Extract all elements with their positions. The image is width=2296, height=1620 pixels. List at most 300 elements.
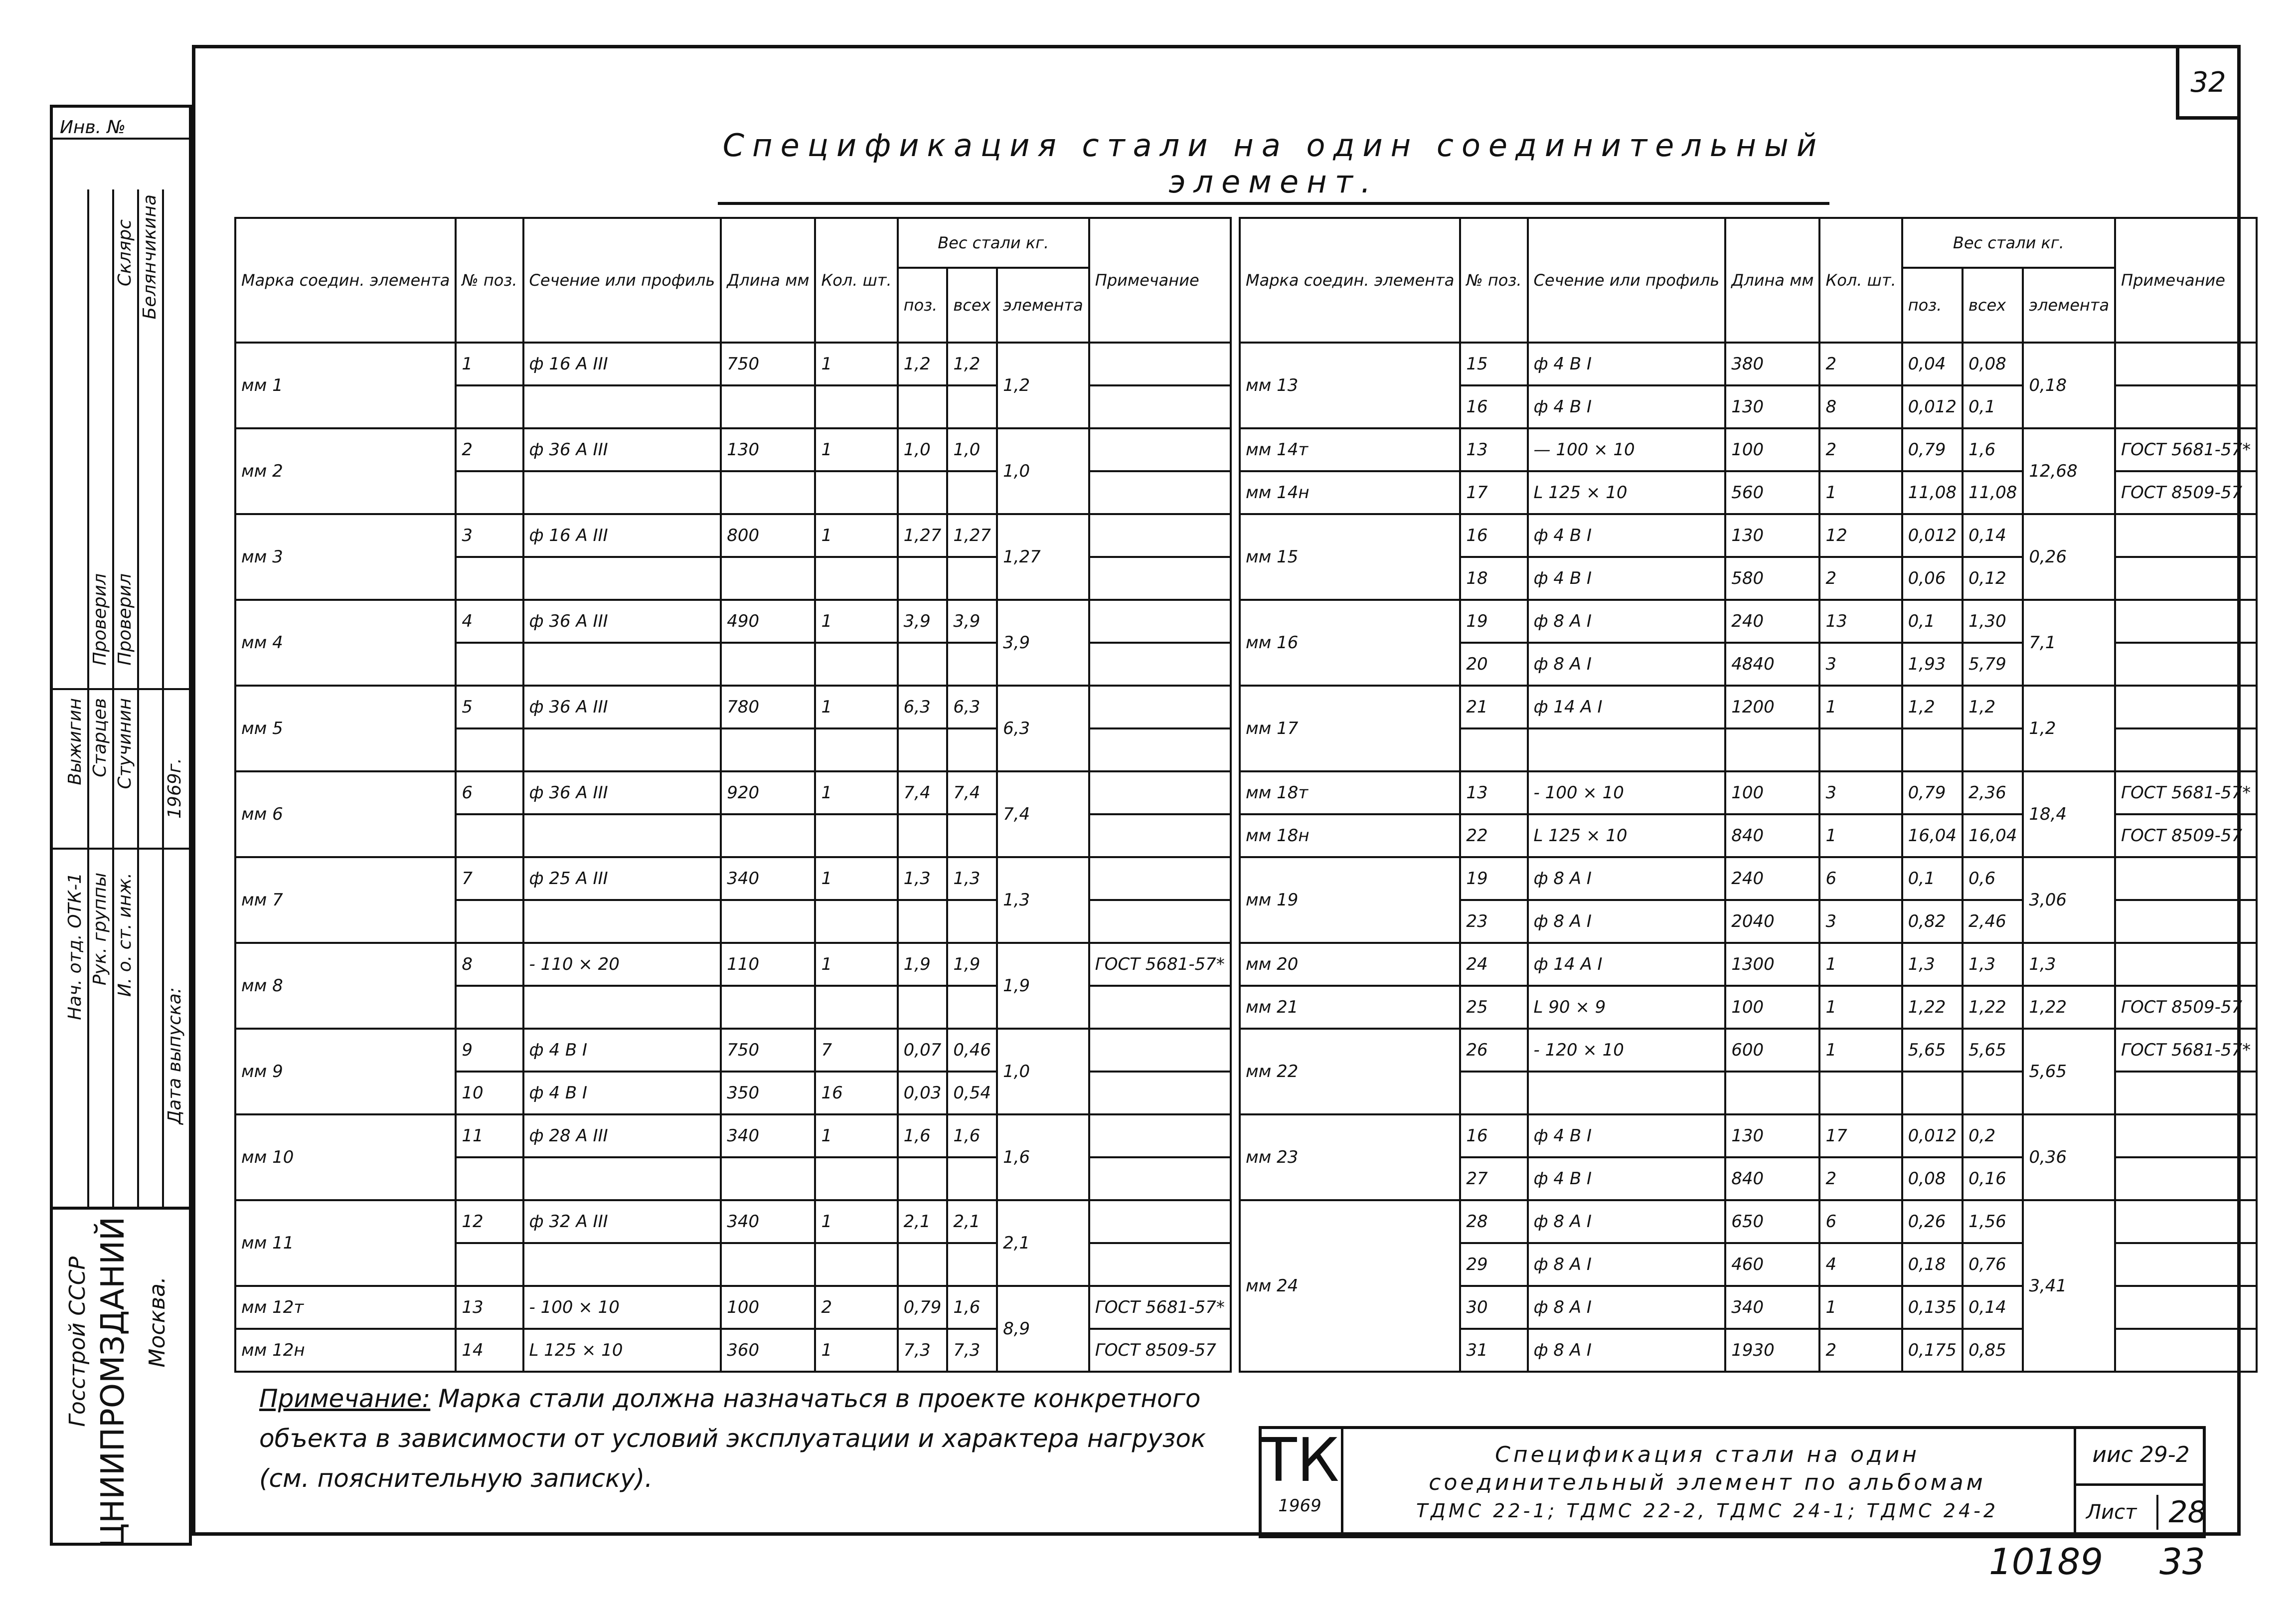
table-row: [1240, 986, 2257, 1029]
table-row: [1240, 514, 2257, 557]
cell-mark: мм 24: [1240, 1200, 1460, 1372]
cell-section: - 120 × 10: [1528, 1029, 1726, 1072]
cell-welem: 1,27: [997, 514, 1089, 600]
cell-pos: 8: [456, 943, 523, 986]
cell-wpos: [1902, 1072, 1963, 1114]
cell-pos: 23: [1460, 900, 1527, 943]
cell-welem: 1,2: [2023, 686, 2115, 771]
cell-qty: [815, 643, 897, 686]
cell-length: 560: [1725, 471, 1819, 514]
cell-pos: 12: [456, 1200, 523, 1243]
footnote-label: Примечание:: [259, 1384, 431, 1413]
cell-wpos: [898, 1157, 948, 1200]
cell-note: [1089, 1243, 1231, 1286]
table-row: [235, 428, 1231, 471]
cell-length: 100: [1725, 771, 1819, 814]
table-row: [235, 1114, 1231, 1157]
cell-section: [523, 1157, 721, 1200]
cell-length: 490: [721, 600, 815, 643]
cell-section: ф 36 А III: [523, 600, 721, 643]
cell-wpos: 0,135: [1902, 1286, 1963, 1329]
cell-wpos: 0,175: [1902, 1329, 1963, 1372]
cell-wall: 7,3: [947, 1329, 997, 1372]
cell-qty: [815, 1157, 897, 1200]
cell-length: [721, 385, 815, 428]
cell-note: [1089, 557, 1231, 600]
cell-length: 460: [1725, 1243, 1819, 1286]
cell-wall: 1,6: [947, 1286, 997, 1329]
table-row: [235, 1286, 1231, 1329]
cell-note: [1089, 600, 1231, 643]
cell-section: ф 25 А III: [523, 857, 721, 900]
cell-qty: [815, 900, 897, 943]
table-row: [235, 343, 1231, 385]
col-qty: Кол. шт.: [815, 218, 897, 343]
cell-length: 100: [721, 1286, 815, 1329]
table-row: [235, 686, 1231, 728]
cell-section: ф 28 А III: [523, 1114, 721, 1157]
cell-wpos: [898, 728, 948, 771]
cell-wpos: [898, 471, 948, 514]
cell-qty: 1: [815, 1200, 897, 1243]
cell-wpos: 1,9: [898, 943, 948, 986]
cell-section: L 125 × 10: [1528, 814, 1726, 857]
cell-wpos: 1,2: [898, 343, 948, 385]
col-section: Сечение или профиль: [1528, 218, 1726, 343]
cell-length: 750: [721, 1029, 815, 1072]
desc-line: соединительный элемент по альбомам: [1429, 1470, 1986, 1495]
cell-mark: мм 4: [235, 600, 456, 686]
cell-section: ф 4 В I: [1528, 343, 1726, 385]
cell-pos: [456, 1157, 523, 1200]
sidebar-name: Старцев: [90, 698, 110, 777]
cell-qty: [815, 986, 897, 1029]
cell-section: ф 8 А I: [1528, 1243, 1726, 1286]
cell-length: 800: [721, 514, 815, 557]
cell-pos: 26: [1460, 1029, 1527, 1072]
table-row: [235, 771, 1231, 814]
spec-table-right: [1239, 217, 2258, 1373]
cell-mark: мм 10: [235, 1114, 456, 1200]
cell-welem: 1,9: [997, 943, 1089, 1029]
col-weight-elem: элемента: [997, 268, 1089, 343]
cell-qty: 2: [815, 1286, 897, 1329]
col-weight: Вес стали кг.: [898, 218, 1089, 268]
cell-pos: 13: [1460, 771, 1527, 814]
title-block-description: [1351, 1441, 2064, 1525]
cell-note: [1089, 1072, 1231, 1114]
sidebar-divider: [87, 189, 89, 1207]
cell-section: [523, 471, 721, 514]
cell-length: [721, 814, 815, 857]
cell-section: [523, 1243, 721, 1286]
cell-qty: 7: [815, 1029, 897, 1072]
cell-length: [1725, 1072, 1819, 1114]
cell-length: 780: [721, 686, 815, 728]
cell-qty: 1: [1819, 814, 1902, 857]
cell-mark: мм 11: [235, 1200, 456, 1286]
cell-pos: 13: [456, 1286, 523, 1329]
cell-length: 130: [721, 428, 815, 471]
cell-note: [1089, 814, 1231, 857]
cell-note: ГОСТ 8509-57: [2115, 471, 2257, 514]
cell-section: ф 8 А I: [1528, 900, 1726, 943]
cell-pos: 20: [1460, 643, 1527, 686]
cell-qty: 1: [815, 771, 897, 814]
cell-length: 130: [1725, 1114, 1819, 1157]
cell-mark: мм 21: [1240, 986, 1460, 1029]
cell-qty: 13: [1819, 600, 1902, 643]
cell-qty: 2: [1819, 428, 1902, 471]
cell-length: 130: [1725, 514, 1819, 557]
cell-welem: 1,0: [997, 428, 1089, 514]
cell-length: [721, 986, 815, 1029]
cell-wpos: 7,4: [898, 771, 948, 814]
cell-length: [721, 728, 815, 771]
sheet-number: 32: [2176, 45, 2241, 120]
cell-qty: 4: [1819, 1243, 1902, 1286]
cell-pos: 1: [456, 343, 523, 385]
cell-pos: 19: [1460, 857, 1527, 900]
cell-welem: 1,6: [997, 1114, 1089, 1200]
cell-wall: 0,6: [1963, 857, 2023, 900]
cell-qty: 6: [1819, 1200, 1902, 1243]
cell-pos: [456, 900, 523, 943]
cell-mark: мм 18т: [1240, 771, 1460, 814]
cell-welem: 5,65: [2023, 1029, 2115, 1114]
cell-wall: 0,14: [1963, 1286, 2023, 1329]
cell-note: [2115, 343, 2257, 385]
cell-wall: 0,16: [1963, 1157, 2023, 1200]
cell-pos: [456, 728, 523, 771]
cell-wall: 1,56: [1963, 1200, 2023, 1243]
cell-pos: 18: [1460, 557, 1527, 600]
cell-note: [1089, 428, 1231, 471]
cell-mark: мм 15: [1240, 514, 1460, 600]
sidebar-divider: [50, 688, 192, 690]
cell-welem: 6,3: [997, 686, 1089, 771]
sidebar-role: И. о. ст. инж.: [115, 873, 135, 997]
cell-wall: 3,9: [947, 600, 997, 643]
footnote-text: Марка стали должна назначаться в проекте конкретного объекта в зависимости от условий эксплуатации и характера нагрузок (см. пояснительную записку).: [259, 1384, 1206, 1493]
release-date: 1969г.: [164, 758, 185, 819]
sidebar-divider: [162, 189, 164, 1207]
cell-mark: мм 1: [235, 343, 456, 428]
cell-length: [721, 557, 815, 600]
cell-wpos: [898, 1243, 948, 1286]
cell-qty: 6: [1819, 857, 1902, 900]
cell-section: [1528, 1072, 1726, 1114]
cell-welem: 12,68: [2023, 428, 2115, 514]
table-row: [1240, 343, 2257, 385]
table-row: [1240, 943, 2257, 986]
cell-wall: 0,46: [947, 1029, 997, 1072]
cell-pos: 25: [1460, 986, 1527, 1029]
col-qty: Кол. шт.: [1819, 218, 1902, 343]
cell-mark: мм 17: [1240, 686, 1460, 771]
cell-pos: 24: [1460, 943, 1527, 986]
cell-pos: 17: [1460, 471, 1527, 514]
footer-numbers: [1989, 1541, 2205, 1583]
cell-wall: [1963, 728, 2023, 771]
cell-section: ф 36 А III: [523, 428, 721, 471]
cell-pos: [456, 643, 523, 686]
col-weight-elem: элемента: [2023, 268, 2115, 343]
cell-section: ф 4 В I: [1528, 514, 1726, 557]
cell-wpos: 1,3: [1902, 943, 1963, 986]
cell-pos: 9: [456, 1029, 523, 1072]
cell-section: [523, 643, 721, 686]
cell-section: ф 8 А I: [1528, 643, 1726, 686]
cell-section: L 125 × 10: [523, 1329, 721, 1372]
sidebar-name: Стучинин: [115, 698, 135, 789]
cell-welem: 3,06: [2023, 857, 2115, 943]
cell-qty: 12: [1819, 514, 1902, 557]
col-length: Длина мм: [1725, 218, 1819, 343]
cell-note: [2115, 1157, 2257, 1200]
cell-length: 340: [721, 857, 815, 900]
cell-pos: [1460, 728, 1527, 771]
table-row: [235, 1029, 1231, 1072]
cell-section: ф 4 В I: [1528, 385, 1726, 428]
cell-qty: [815, 557, 897, 600]
cell-wall: 1,30: [1963, 600, 2023, 643]
cell-section: ф 8 А I: [1528, 600, 1726, 643]
cell-pos: 19: [1460, 600, 1527, 643]
cell-wall: 0,85: [1963, 1329, 2023, 1372]
cell-qty: 2: [1819, 343, 1902, 385]
col-weight-pos: поз.: [1902, 268, 1963, 343]
sheet-cell: [2074, 1486, 2206, 1538]
cell-length: 340: [1725, 1286, 1819, 1329]
cell-wall: [947, 900, 997, 943]
cell-wall: 1,27: [947, 514, 997, 557]
cell-mark: мм 6: [235, 771, 456, 857]
cell-section: ф 4 В I: [1528, 1114, 1726, 1157]
cell-length: 1300: [1725, 943, 1819, 986]
cell-qty: 1: [815, 514, 897, 557]
cell-wpos: [898, 986, 948, 1029]
cell-qty: [815, 1243, 897, 1286]
sidebar-name: Склярс: [115, 219, 135, 287]
cell-wall: 2,36: [1963, 771, 2023, 814]
cell-section: ф 32 А III: [523, 1200, 721, 1243]
cell-wall: 1,6: [947, 1114, 997, 1157]
cell-note: [2115, 1072, 2257, 1114]
cell-length: 130: [1725, 385, 1819, 428]
col-note: Примечание: [1089, 218, 1231, 343]
cell-wpos: 1,6: [898, 1114, 948, 1157]
cell-wpos: 0,06: [1902, 557, 1963, 600]
cell-wall: [947, 557, 997, 600]
cell-note: [2115, 1329, 2257, 1372]
sidebar-role: Проверил: [90, 573, 110, 666]
col-weight-pos: поз.: [898, 268, 948, 343]
cell-qty: 1: [815, 857, 897, 900]
table-row: [1240, 428, 2257, 471]
cell-welem: 1,0: [997, 1029, 1089, 1114]
cell-mark: мм 13: [1240, 343, 1460, 428]
cell-length: [1725, 728, 1819, 771]
cell-length: 920: [721, 771, 815, 814]
cell-section: L 125 × 10: [1528, 471, 1726, 514]
cell-wpos: 0,08: [1902, 1157, 1963, 1200]
sheet-label: Лист: [2086, 1500, 2137, 1524]
table-row: [1240, 1114, 2257, 1157]
footnote: [259, 1379, 1206, 1498]
cell-note: [2115, 1243, 2257, 1286]
cell-wall: 0,12: [1963, 557, 2023, 600]
cell-length: [721, 900, 815, 943]
cell-length: 2040: [1725, 900, 1819, 943]
desc-line: ТДМС 22-1; ТДМС 22-2, ТДМС 24-1; ТДМС 24-2: [1416, 1500, 1999, 1522]
cell-note: [1089, 900, 1231, 943]
cell-welem: 0,26: [2023, 514, 2115, 600]
sidebar-divider: [50, 848, 192, 850]
cell-wpos: 6,3: [898, 686, 948, 728]
cell-note: ГОСТ 5681-57*: [2115, 771, 2257, 814]
cell-mark: мм 7: [235, 857, 456, 943]
cell-pos: 27: [1460, 1157, 1527, 1200]
cell-wpos: [1902, 728, 1963, 771]
table-row: [235, 943, 1231, 986]
cell-length: 840: [1725, 1157, 1819, 1200]
cell-welem: 0,36: [2023, 1114, 2115, 1200]
cell-mark: мм 9: [235, 1029, 456, 1114]
table-row: [1240, 771, 2257, 814]
table-row: [235, 600, 1231, 643]
cell-pos: 5: [456, 686, 523, 728]
table-row: [1240, 1200, 2257, 1243]
cell-qty: 1: [815, 686, 897, 728]
cell-pos: 21: [1460, 686, 1527, 728]
cell-qty: [815, 728, 897, 771]
cell-pos: 13: [1460, 428, 1527, 471]
cell-welem: 7,4: [997, 771, 1089, 857]
cell-mark: мм 22: [1240, 1029, 1460, 1114]
cell-length: 580: [1725, 557, 1819, 600]
cell-welem: 1,2: [997, 343, 1089, 428]
cell-wall: [947, 385, 997, 428]
cell-section: — 100 × 10: [1528, 428, 1726, 471]
cell-length: 240: [1725, 857, 1819, 900]
col-mark: Марка соедин. элемента: [235, 218, 456, 343]
tk-year: 1969: [1278, 1496, 1321, 1516]
cell-wall: 7,4: [947, 771, 997, 814]
org-city: Москва.: [145, 1276, 170, 1368]
cell-note: [1089, 385, 1231, 428]
cell-wall: 1,0: [947, 428, 997, 471]
cell-qty: 1: [1819, 1286, 1902, 1329]
col-note: Примечание: [2115, 218, 2257, 343]
cell-mark: мм 5: [235, 686, 456, 771]
cell-section: ф 4 В I: [523, 1029, 721, 1072]
cell-wpos: 0,03: [898, 1072, 948, 1114]
cell-pos: 14: [456, 1329, 523, 1372]
cell-note: [2115, 1200, 2257, 1243]
cell-wpos: 0,79: [898, 1286, 948, 1329]
cell-qty: 2: [1819, 1329, 1902, 1372]
cell-wall: 1,9: [947, 943, 997, 986]
sidebar-role: Проверил: [115, 573, 135, 666]
cell-wpos: [898, 385, 948, 428]
cell-length: 840: [1725, 814, 1819, 857]
cell-wpos: 7,3: [898, 1329, 948, 1372]
cell-wpos: 1,2: [1902, 686, 1963, 728]
cell-wpos: [898, 557, 948, 600]
cell-welem: 1,3: [997, 857, 1089, 943]
cell-qty: 3: [1819, 643, 1902, 686]
cell-welem: 8,9: [997, 1286, 1089, 1372]
cell-qty: 17: [1819, 1114, 1902, 1157]
cell-note: ГОСТ 8509-57: [1089, 1329, 1231, 1372]
table-row: [1240, 857, 2257, 900]
cell-wpos: 0,1: [1902, 857, 1963, 900]
cell-wall: [1963, 1072, 2023, 1114]
col-length: Длина мм: [721, 218, 815, 343]
cell-wall: [947, 728, 997, 771]
cell-note: [2115, 900, 2257, 943]
cell-qty: 8: [1819, 385, 1902, 428]
table-row: [235, 514, 1231, 557]
cell-pos: [456, 1243, 523, 1286]
cell-note: [1089, 728, 1231, 771]
cell-wpos: 0,012: [1902, 385, 1963, 428]
cell-note: [1089, 471, 1231, 514]
table-row: [235, 1200, 1231, 1243]
cell-section: - 100 × 10: [523, 1286, 721, 1329]
cell-note: [2115, 514, 2257, 557]
cell-note: [2115, 1286, 2257, 1329]
cell-wall: 1,3: [947, 857, 997, 900]
sidebar-role: Рук. группы: [90, 873, 110, 986]
cell-note: [2115, 385, 2257, 428]
cell-wall: 1,22: [1963, 986, 2023, 1029]
release-date-label: Дата выпуска:: [164, 987, 185, 1124]
table-row: [235, 857, 1231, 900]
sidebar-name: Белянчикина: [140, 194, 160, 320]
cell-welem: 1,3: [2023, 943, 2115, 986]
cell-mark: мм 8: [235, 943, 456, 1029]
spec-table-left: [234, 217, 1232, 1373]
cell-wall: [947, 986, 997, 1029]
cell-wall: 1,6: [1963, 428, 2023, 471]
cell-wall: 0,14: [1963, 514, 2023, 557]
cell-note: [2115, 686, 2257, 728]
cell-length: [721, 1243, 815, 1286]
cell-note: [1089, 1114, 1231, 1157]
cell-wpos: 11,08: [1902, 471, 1963, 514]
cell-mark: мм 14н: [1240, 471, 1460, 514]
cell-pos: 28: [1460, 1200, 1527, 1243]
cell-qty: 1: [1819, 943, 1902, 986]
cell-wall: [947, 814, 997, 857]
cell-note: [2115, 643, 2257, 686]
cell-wpos: 0,012: [1902, 1114, 1963, 1157]
cell-wall: 1,3: [1963, 943, 2023, 986]
cell-pos: 29: [1460, 1243, 1527, 1286]
cell-welem: 3,9: [997, 600, 1089, 686]
cell-pos: 11: [456, 1114, 523, 1157]
cell-qty: 1: [1819, 986, 1902, 1029]
cell-section: ф 16 А III: [523, 343, 721, 385]
cell-qty: [1819, 728, 1902, 771]
cell-note: [1089, 1029, 1231, 1072]
cell-pos: 10: [456, 1072, 523, 1114]
cell-length: 1200: [1725, 686, 1819, 728]
cell-wpos: 0,07: [898, 1029, 948, 1072]
cell-wall: [947, 471, 997, 514]
